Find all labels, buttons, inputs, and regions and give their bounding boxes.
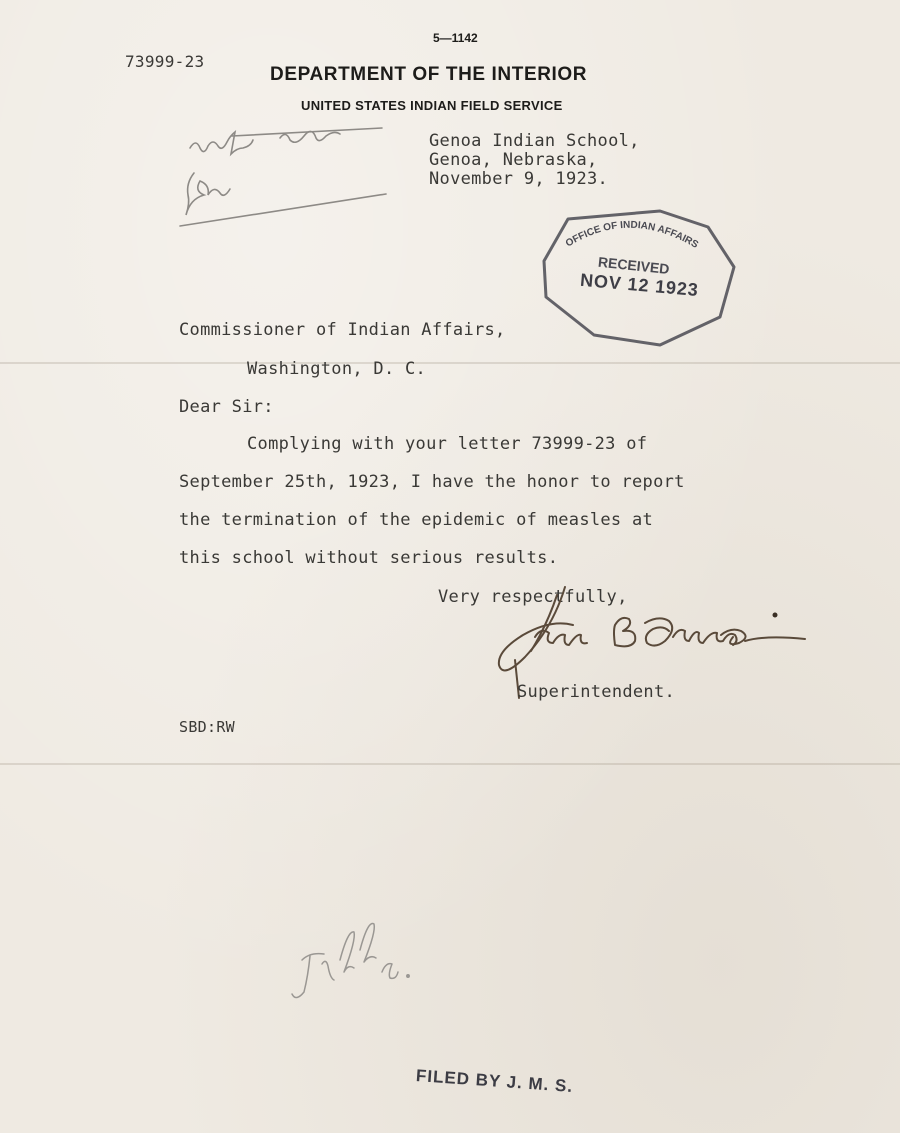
body-line-3: the termination of the epidemic of measles at: [179, 510, 654, 530]
stamp-received-word: RECEIVED: [597, 253, 671, 278]
form-number: 5—1142: [433, 31, 478, 45]
received-stamp: [540, 205, 740, 350]
sender-address-line1: Genoa Indian School,: [429, 131, 640, 151]
closing: Very respectfully,: [438, 587, 628, 607]
stamp-date: NOV 12 1923: [579, 269, 699, 301]
salutation: Dear Sir:: [179, 397, 274, 417]
body-line-2: September 25th, 1923, I have the honor to report: [179, 472, 685, 492]
service-heading: UNITED STATES INDIAN FIELD SERVICE: [301, 98, 563, 113]
margin-note-handwriting: [172, 118, 402, 233]
filed-stamp: FILED BY J. M. S.: [415, 1066, 574, 1096]
file-number: 73999-23: [125, 52, 205, 71]
signature-title: Superintendent.: [517, 682, 676, 702]
recipient-line2: Washington, D. C.: [247, 359, 427, 379]
department-heading: DEPARTMENT OF THE INTERIOR: [270, 64, 588, 85]
stamp-arc-text: OFFICE OF INDIAN AFFAIRS: [563, 219, 701, 251]
sender-address-line2: Genoa, Nebraska,: [429, 150, 598, 170]
body-line-1: Complying with your letter 73999-23 of: [247, 434, 648, 454]
file-note-handwriting: [290, 920, 440, 1005]
fold-crease: [0, 763, 900, 765]
recipient-line1: Commissioner of Indian Affairs,: [179, 320, 506, 340]
fold-crease: [0, 362, 900, 364]
typist-initials: SBD:RW: [179, 718, 235, 736]
body-line-4: this school without serious results.: [179, 548, 559, 568]
svg-text:OFFICE OF INDIAN AFFAIRS: [564, 220, 700, 251]
letter-date: November 9, 1923.: [429, 169, 609, 189]
